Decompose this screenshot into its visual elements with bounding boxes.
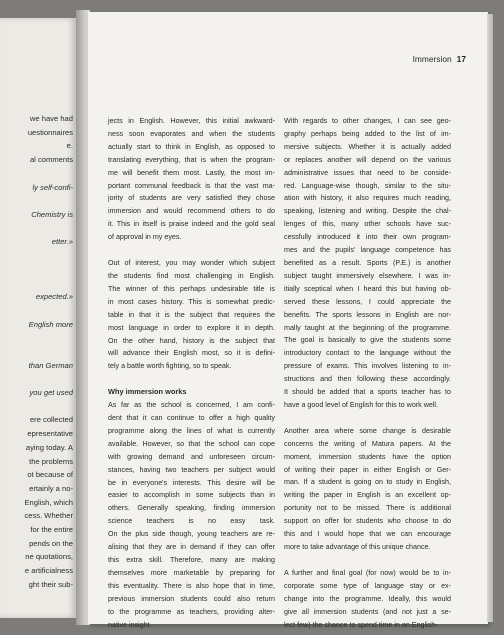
text-line: of writing their paper in either English or Ger- — [284, 465, 451, 474]
text-line: served these lessons, I could appreciate the — [284, 297, 451, 306]
text-line: science teachers is no easy task. — [108, 517, 275, 526]
text-line: writing the paper in English is an excellent op- — [284, 491, 451, 500]
text-line: lect few) the chance to spend time in an English- — [284, 620, 438, 629]
text-line: jority of students are very satisfied they chose — [108, 194, 275, 203]
page-number: 17 — [456, 54, 466, 64]
text-line: itially sceptical when I heard this but having ob- — [284, 284, 451, 293]
left-page-line: pends on the — [29, 538, 73, 548]
text-line: give all immersion students (and not just a se- — [284, 607, 451, 616]
left-page-line: ertainly a no- — [29, 483, 73, 493]
text-line: With regards to other changes, I can see geo- — [284, 117, 451, 125]
text-line: table in that it is the subject that requires the — [108, 310, 275, 319]
text-line: Another area where some change is desirable — [284, 426, 451, 435]
left-page-line: uestionnaires — [27, 127, 73, 137]
left-page-line: English more — [28, 319, 73, 329]
text-line: concerns the writing of Matura papers. At the — [284, 439, 451, 448]
text-line: structions and then following these accordingly. — [284, 375, 451, 384]
text-line: in most cases history. This is somewhat predic- — [108, 297, 275, 306]
text-line: previous immersion students could also return — [108, 594, 275, 603]
left-page-line: ere collected — [29, 415, 73, 425]
left-page-line: e artificialness — [24, 566, 73, 576]
text-line: As far as the school is concerned, I am confi- — [108, 401, 275, 410]
text-line: easier to accomplish in some subjects than in — [108, 491, 275, 500]
text-line: actually start to think in English, as opposed to — [108, 142, 275, 151]
text-line: man. If a student is going on to study in English, — [284, 478, 451, 487]
running-head-title: Immersion — [412, 54, 452, 64]
text-line: others. Generally speaking, finding immersion — [108, 504, 275, 513]
text-line: pressure of exams. This involves listening to in- — [284, 362, 451, 371]
paragraph — [284, 115, 451, 412]
text-line: On the plus side though, young teachers are re- — [108, 530, 275, 539]
text-line: with growing demand and unforeseen circum- — [108, 452, 275, 461]
text-line: available. However, so that the school can cope — [108, 439, 275, 448]
text-line: it. This in itself is praise indeed and the gold seal — [108, 220, 275, 229]
text-line: this extra skill. Therefore, many are making — [108, 556, 275, 564]
text-line: subject taught immersively elsewhere. I was in- — [284, 271, 451, 280]
text-line: The goal is basically to give the students some — [284, 336, 451, 345]
text-line: mersive subjects. Whether it is actually added — [284, 142, 451, 151]
left-page-line: ght their sub- — [28, 579, 73, 589]
text-line: It should be added that a sports teacher has to — [284, 388, 451, 397]
text-line: graphy perhaps being added to the list of im- — [284, 129, 451, 138]
text-column-2 — [284, 115, 451, 631]
left-page-line: you get used — [29, 388, 73, 397]
left-page-line: Chemistry is — [31, 209, 73, 219]
text-line: cessfully introduced it into their own program- — [284, 233, 451, 242]
text-line: portant communal feedback is that the vast ma- — [108, 181, 275, 190]
left-page-line: the problems — [29, 456, 73, 466]
text-line: of approval in my eyes. — [108, 233, 182, 242]
text-line: On the other hand, history is the subject that — [108, 336, 275, 345]
text-line: immersion and would recommend others to do — [108, 207, 275, 216]
left-page-line: for the entire — [30, 525, 73, 534]
text-line: change into the programme. Ideally, this would — [284, 594, 451, 603]
left-page-line: aying today. A — [25, 442, 73, 452]
text-line: native insight. — [108, 620, 152, 629]
paragraph — [284, 567, 451, 632]
text-line: to the programme as teachers, providing alter- — [108, 607, 275, 616]
text-line: Out of interest, you may wonder which subject — [108, 259, 275, 268]
text-line: more to take advantage of this unique chance. — [284, 543, 431, 551]
text-line: jects in English. However, this initial awkward- — [108, 117, 275, 125]
left-page-line: ne quotations, — [25, 552, 73, 562]
text-line: ness soon evaporates and when the students — [108, 129, 275, 138]
left-page-line: ot because of — [27, 470, 73, 480]
text-line: benefited as a result. Sports (P.E.) is another — [284, 258, 451, 267]
text-line: this and I would hope that we can encourage — [284, 530, 451, 539]
text-line: support on offer for students who choose to do — [284, 517, 451, 526]
left-page-line: epresentative — [27, 429, 73, 439]
left-page-line: cess. Whether — [24, 511, 73, 521]
text-line: most language in order to explore it in depth. — [108, 323, 275, 332]
text-line: The winner of this perhaps undesirable title is — [108, 284, 275, 293]
text-line: this eventuality. There is also hope that in time, — [108, 581, 275, 590]
text-line: programme along the lines of what is currently — [108, 426, 275, 435]
left-page-line: English, which — [24, 497, 73, 507]
text-line: portunity not to be missed. There is additional — [284, 504, 451, 513]
paragraph — [108, 115, 275, 244]
text-line: A further and final goal (for now) would be to in- — [284, 568, 451, 577]
text-line: stances, having two teachers per subject would — [108, 465, 275, 474]
left-page-line: we have had — [29, 114, 73, 123]
text-line: the students find most challenging in English. — [108, 271, 275, 280]
text-line: dent that it can continue to offer a high quality — [108, 414, 275, 423]
text-line: me will benefit them most. Lastly, the most im- — [108, 168, 275, 177]
text-line: mally taught at the beginning of the programme. — [284, 323, 451, 332]
paragraph — [108, 257, 275, 373]
text-line: ation with history, it also requires much reading, — [284, 194, 451, 203]
text-line: lenges of this, many other schools have suc- — [284, 220, 451, 229]
text-line: introductory contact to the language without the — [284, 349, 451, 358]
left-page-line: expected.» — [35, 292, 73, 302]
text-line: mes and the pupils' language competence has — [284, 246, 451, 255]
section-heading: Why immersion works — [108, 387, 187, 397]
text-line: or replaces another will depend on the various — [284, 155, 451, 164]
right-page — [88, 12, 488, 629]
paragraph — [284, 425, 451, 554]
left-page-line: than German — [28, 360, 73, 370]
text-line: translating everything, that is when the program- — [108, 155, 275, 164]
page-edge — [487, 14, 493, 622]
text-line: moment, immersion students have the option — [284, 452, 451, 461]
text-line: benefits. The sports lessons in English are nor- — [284, 310, 451, 319]
running-head — [413, 54, 466, 64]
text-line: be in everyone's interests. This desire will be — [108, 478, 275, 487]
text-line: themselves more marketable by preparing for — [108, 568, 275, 577]
text-line: red. Language-wise though, similar to the situ- — [284, 181, 451, 190]
text-line: tely a battle worth fighting, so to speak. — [108, 362, 232, 371]
text-line: alising that they are in demand if they can offer — [108, 543, 275, 552]
text-line: have a good level of English for this to work well. — [284, 400, 439, 409]
left-page-line: al comments — [29, 155, 73, 165]
left-page — [0, 18, 76, 618]
paragraph — [108, 399, 275, 631]
left-page-line: etter.» — [51, 237, 73, 247]
left-page-line: e. — [66, 141, 73, 151]
left-page-text — [0, 18, 76, 618]
text-line: administrative issues that need to be conside- — [284, 168, 451, 177]
text-column-1 — [108, 115, 275, 631]
text-line: corporate some type of language stay or ex- — [284, 581, 451, 590]
left-page-line: ly self-confi- — [32, 182, 73, 192]
text-line: will advance their English most, so it is defini- — [108, 349, 275, 358]
text-line: speaking, listening and writing. Despite the chal- — [284, 207, 451, 216]
